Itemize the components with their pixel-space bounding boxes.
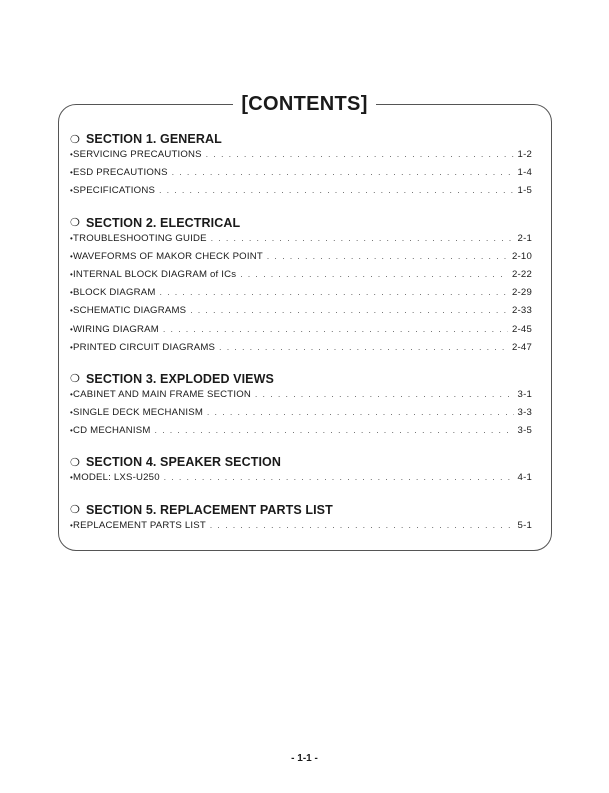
toc-entry-page: 3-1 xyxy=(517,388,532,400)
toc-entry-page: 1-2 xyxy=(517,149,532,160)
bullet-icon: • xyxy=(70,269,74,279)
toc-entry-label: SPECIFICATIONS xyxy=(73,185,156,197)
bullet-icon: • xyxy=(70,408,74,418)
toc-entry-label: WIRING DIAGRAM xyxy=(73,323,159,335)
section-3 xyxy=(70,369,532,444)
contents-sections xyxy=(70,129,532,547)
toc-entry-page: 2-33 xyxy=(511,305,532,317)
dot-leader xyxy=(267,252,508,261)
open-circle-icon: ❍ xyxy=(70,504,80,517)
bullet-icon: • xyxy=(70,306,74,316)
dot-leader xyxy=(155,426,514,435)
toc-entry-page: 3-3 xyxy=(517,407,532,419)
toc-entry[interactable] xyxy=(70,425,532,443)
toc-entry-page: 2-45 xyxy=(511,323,532,335)
toc-entry-page: 2-10 xyxy=(511,250,532,262)
toc-entry[interactable] xyxy=(70,305,532,323)
toc-entry[interactable] xyxy=(70,269,532,287)
dot-leader xyxy=(206,150,514,159)
toc-entry-label: ESD PRECAUTIONS xyxy=(73,167,168,179)
toc-entry[interactable] xyxy=(70,233,532,251)
dot-leader xyxy=(240,270,508,279)
dot-leader xyxy=(160,288,508,297)
toc-entry-page: 2-29 xyxy=(511,287,532,299)
toc-entry-label: WAVEFORMS OF MAKOR CHECK POINT xyxy=(73,250,263,262)
bullet-icon: • xyxy=(70,186,74,196)
toc-entry-page: 1-4 xyxy=(517,167,532,179)
open-circle-icon: ❍ xyxy=(70,456,80,469)
toc-entry-label: SERVICING PRECAUTIONS xyxy=(73,149,202,160)
bullet-icon: • xyxy=(70,342,74,352)
dot-leader xyxy=(207,408,514,417)
section-heading-text: SECTION 5. REPLACEMENT PARTS LIST xyxy=(86,502,333,517)
section-5 xyxy=(70,500,532,538)
section-heading-text: SECTION 4. SPEAKER SECTION xyxy=(86,455,281,470)
toc-entry-label: SCHEMATIC DIAGRAMS xyxy=(73,305,187,317)
toc-entry[interactable] xyxy=(70,407,532,425)
dot-leader xyxy=(190,306,508,315)
toc-entry-page: 1-5 xyxy=(517,185,532,197)
toc-entry[interactable] xyxy=(70,389,532,407)
bullet-icon: • xyxy=(70,520,74,530)
contents-title: [CONTENTS] xyxy=(233,86,375,122)
toc-entry-label: SINGLE DECK MECHANISM xyxy=(73,407,204,419)
section-1 xyxy=(70,129,532,204)
toc-entry-page: 5-1 xyxy=(517,519,532,531)
dot-leader xyxy=(163,325,508,334)
toc-entry[interactable] xyxy=(70,185,532,203)
open-circle-icon: ❍ xyxy=(70,133,80,146)
toc-entry-label: REPLACEMENT PARTS LIST xyxy=(73,519,206,531)
section-2 xyxy=(70,213,532,360)
section-heading xyxy=(70,129,532,149)
page-number: - 1-1 - xyxy=(291,753,318,764)
section-heading-text: SECTION 1. GENERAL xyxy=(86,132,222,146)
toc-entry[interactable] xyxy=(70,167,532,185)
toc-entry-page: 2-1 xyxy=(517,232,532,244)
section-heading xyxy=(70,500,532,520)
bullet-icon: • xyxy=(70,288,74,298)
section-heading xyxy=(70,213,532,233)
bullet-icon: • xyxy=(70,150,74,159)
toc-entry-page: 4-1 xyxy=(517,472,532,484)
toc-entry[interactable] xyxy=(70,324,532,342)
toc-entry-page: 2-22 xyxy=(511,268,532,280)
section-heading xyxy=(70,369,532,389)
section-4 xyxy=(70,452,532,490)
dot-leader xyxy=(219,343,508,352)
open-circle-icon: ❍ xyxy=(70,373,80,386)
section-heading xyxy=(70,452,532,472)
toc-entry-label: MODEL: LXS-U250 xyxy=(73,472,160,484)
dot-leader xyxy=(159,186,513,195)
bullet-icon: • xyxy=(70,251,74,261)
toc-entry[interactable] xyxy=(70,520,532,538)
toc-entry[interactable] xyxy=(70,149,532,167)
toc-entry-page: 3-5 xyxy=(517,425,532,437)
bullet-icon: • xyxy=(70,389,74,399)
toc-entry-page: 2-47 xyxy=(511,341,532,353)
dot-leader xyxy=(210,521,514,530)
toc-entry-label: CABINET AND MAIN FRAME SECTION xyxy=(73,388,252,400)
toc-entry-label: PRINTED CIRCUIT DIAGRAMS xyxy=(73,341,216,353)
bullet-icon: • xyxy=(70,168,74,178)
toc-entry[interactable] xyxy=(70,287,532,305)
dot-leader xyxy=(172,168,514,177)
toc-entry-label: BLOCK DIAGRAM xyxy=(73,287,156,299)
toc-entry-label: TROUBLESHOOTING GUIDE xyxy=(73,232,207,244)
toc-entry[interactable] xyxy=(70,342,532,360)
bullet-icon: • xyxy=(70,233,74,243)
section-heading-text: SECTION 3. EXPLODED VIEWS xyxy=(86,371,274,386)
open-circle-icon: ❍ xyxy=(70,217,80,230)
dot-leader xyxy=(164,473,514,482)
bullet-icon: • xyxy=(70,426,74,436)
dot-leader xyxy=(211,234,514,243)
bullet-icon: • xyxy=(70,324,74,334)
dot-leader xyxy=(255,390,514,399)
section-heading-text: SECTION 2. ELECTRICAL xyxy=(86,215,241,230)
bullet-icon: • xyxy=(70,473,74,483)
toc-entry[interactable] xyxy=(70,251,532,269)
toc-entry-label: CD MECHANISM xyxy=(73,425,151,437)
toc-entry[interactable] xyxy=(70,472,532,490)
toc-entry-label: INTERNAL BLOCK DIAGRAM of ICs xyxy=(73,268,237,280)
